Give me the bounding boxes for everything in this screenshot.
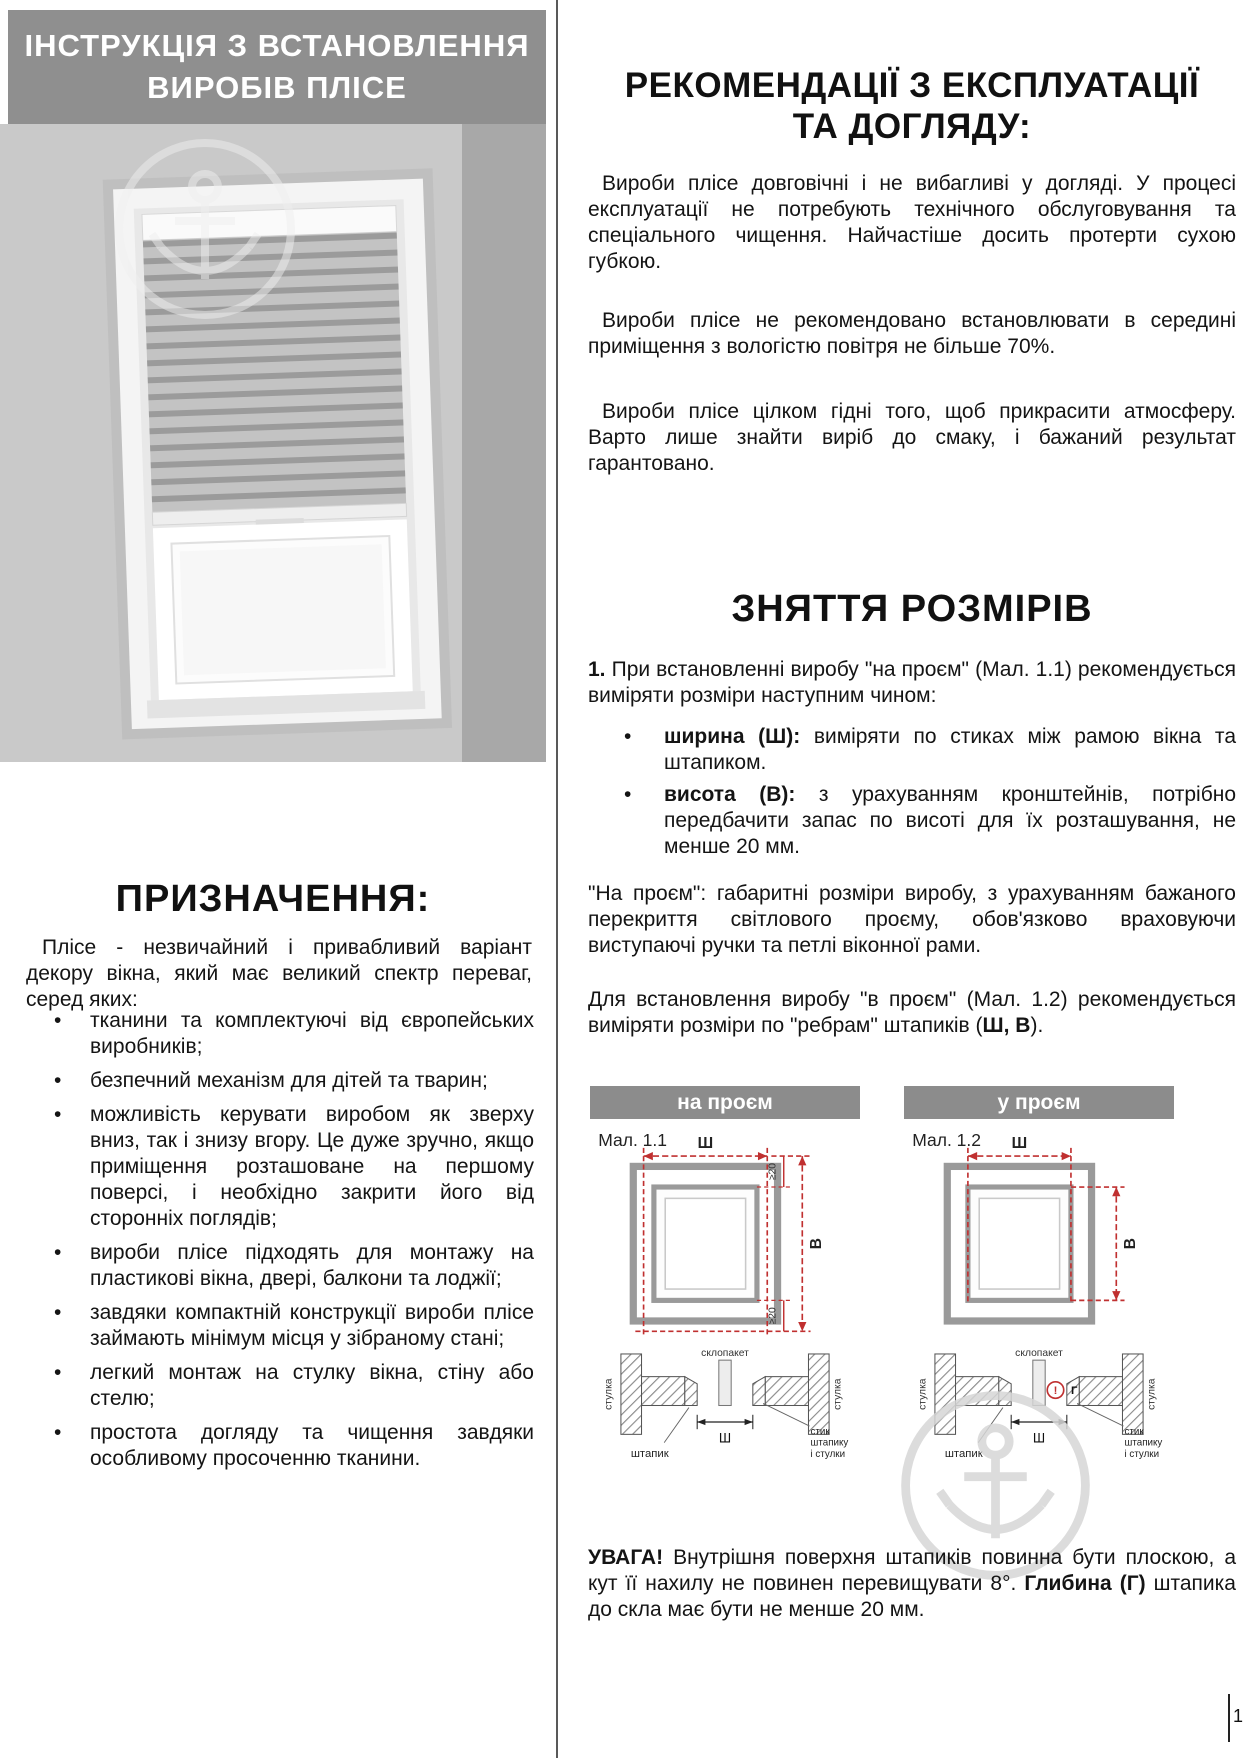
bead-label: штапик [630,1448,669,1461]
pleated-blind-photo [0,124,546,762]
diagram-u-proem [904,1086,1174,1490]
diagram-header: на проєм [590,1086,860,1119]
glazing-label: склопакет [701,1348,749,1360]
list-item: • простота догляду та чищення завдяки особливому просоченню тканини. [46,1420,534,1472]
left-title-line2: ВИРОБІВ ПЛІСЕ [147,70,407,105]
attention-text1: Внутрішня поверхня штапиків повинна бути плоскою, а кут її нахилу не повинен перевищувати 8°. [588,1546,1236,1596]
window-glass [979,1198,1059,1289]
joint-label-line1: стик [1124,1426,1144,1438]
left-title-line1: ІНСТРУКЦІЯ З ВСТАНОВЛЕННЯ [24,28,530,64]
overlap-bottom-label: ≥20 [767,1307,779,1325]
sash-left-label: стулка [917,1378,929,1410]
measure-term: висота (В): [664,783,796,807]
purpose-heading: ПРИЗНАЧЕННЯ: [115,877,431,920]
sash-right-label: стулка [832,1378,844,1410]
list-item: • завдяки компактній конструкції вироби плісе займають мінімум місця у зібраному стані; [46,1300,534,1352]
wall-shadow [462,124,546,762]
list-item [616,724,1236,776]
joint-label-line3: і стулки [1124,1449,1160,1461]
bottom-width-label: Ш [718,1430,732,1446]
column-divider [556,0,558,1758]
left-title-banner [8,10,546,124]
page-number: 1 [1233,1706,1244,1726]
window-glass [665,1198,745,1289]
measure-text: з урахуванням кронштейнів, потрібно передбачити запас по висоті для їх розташування, не менше 20 мм. [664,783,1237,859]
list-item: • безпечний механізм для дітей та тварин; [46,1068,534,1094]
care-heading [588,65,1236,148]
joint-label-line3: і стулки [810,1449,846,1461]
glazing-unit [719,1360,731,1405]
overlap-top-label: ≥20 [767,1163,779,1181]
bead-label: штапик [944,1448,983,1461]
care-paragraph: Вироби плісе цілком гідні того, щоб прикрасити атмосферу. Варто лише знайти виріб до смаку, і бажаний результат гарантовано. [588,400,1236,476]
attention-label: УВАГА! [588,1546,664,1569]
care-paragraph: Вироби плісе не рекомендовано встановлювати в середині приміщення з вологістю повітря не більше 70%. [588,309,1236,359]
v-proem-paragraph [588,987,1236,1039]
right-column [588,0,1236,1758]
attention-bold: Глибина (Г) [1024,1572,1146,1596]
step-number: 1. [588,658,606,681]
care-heading-line1: РЕКОМЕНДАЦІЇ З ЕКСПЛУАТАЦІЇ [624,66,1200,106]
product-photo [0,124,546,762]
joint-label-line2: штапику [810,1437,849,1449]
glazing-unit [1033,1360,1045,1405]
height-label: В [807,1238,825,1250]
v-proem-text1: Для встановлення виробу "в проєм" (Мал. 1.2) рекомендується виміряти розміри по "ребрам" штапиків ( [588,988,1236,1038]
step-text: При встановленні виробу "на проєм" (Мал. 1.1) рекомендується виміряти розміри наступним чином: [588,658,1236,708]
list-item: • можливість керувати виробом як зверху вниз, так і знизу вгору. Це дуже зручно, якщо приміщення розташоване на першому поверсі, і необхідно закрити його від сторонніх поглядів; [46,1102,534,1232]
attention-paragraph [588,1545,1236,1623]
joint-label-line2: штапику [1124,1437,1163,1449]
measuring-list [616,724,1236,866]
figure-label: Мал. 1.1 [598,1129,668,1150]
diagram-na-proem [590,1086,860,1490]
figure-label: Мал. 1.2 [912,1129,982,1150]
bottom-width-label: Ш [1032,1430,1046,1446]
na-proem-paragraph: "На проєм": габаритні розміри виробу, з урахуванням бажаного перекриття світлового проєму, обов'язково враховуючи виступаючі ручки та петлі віконної рами. [588,882,1236,958]
measuring-heading: ЗНЯТТЯ РОЗМІРІВ [731,587,1093,630]
purpose-intro: Плісе - незвичайний і привабливий варіант декору вікна, який має великий спектр переваг, серед яких: [26,936,532,1012]
measure-term: ширина (Ш): [664,725,801,748]
v-proem-text2: ). [1030,1014,1044,1038]
depth-label: Г [1070,1385,1078,1398]
glazing-label: склопакет [1015,1348,1063,1360]
measure-text: виміряти по стиках між рамою вікна та штапиком. [664,725,1236,775]
sash-right-label: стулка [1146,1378,1158,1410]
width-label: Ш [697,1134,714,1152]
purpose-list [46,1008,534,1481]
diagram-na-proem-figure [590,1119,860,1490]
care-paragraph: Вироби плісе довговічні і не вибагливі у догляді. У процесі експлуатації не потребують технічного обслуговування та спеціального чищення. Найчастіше досить протерти сухою губкою. [588,172,1236,274]
diagram-u-proem-figure [904,1119,1174,1490]
width-label: Ш [1011,1134,1028,1152]
height-label: В [1121,1238,1139,1250]
measuring-step1 [588,657,1236,709]
list-item: • тканини та комплектуючі від європейських виробників; [46,1008,534,1060]
list-item: • вироби плісе підходять для монтажу на пластикові вікна, двері, балкони та лоджії; [46,1240,534,1292]
attention-text2: штапика до скла має бути не менше 20 мм. [588,1572,1236,1622]
v-proem-bold: Ш, В [982,1014,1031,1038]
page-number-rule [1228,1694,1230,1742]
joint-label-line1: стик [810,1426,830,1438]
list-item: • легкий монтаж на стулку вікна, стіну або стелю; [46,1360,534,1412]
list-item [616,782,1236,860]
window-with-blind [103,168,452,739]
diagram-header: у проєм [904,1086,1174,1119]
depth-warning-mark: ! [1053,1385,1058,1398]
sash-left-label: стулка [603,1378,615,1410]
care-heading-line2: ТА ДОГЛЯДУ: [792,107,1032,147]
